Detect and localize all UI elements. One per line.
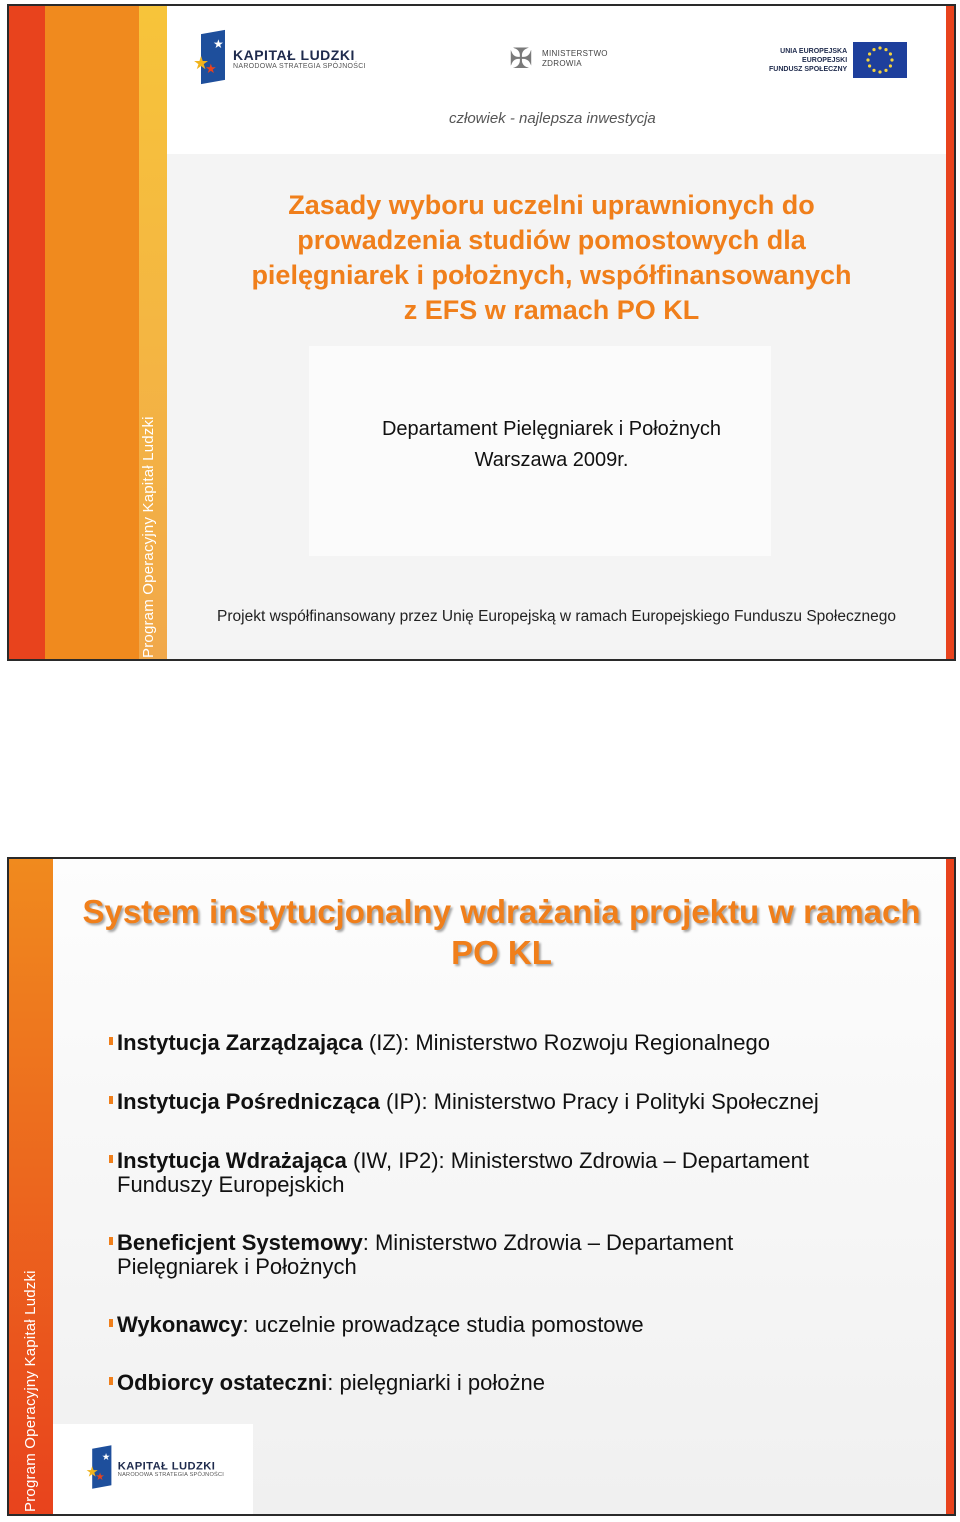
bullet-icon [109, 1037, 113, 1045]
eagle-emblem-icon: ✠ [509, 43, 533, 74]
decorative-right-bar [946, 6, 954, 659]
eu-social-fund-logo [769, 42, 907, 78]
eu-line1: UNIA EUROPEJSKA [780, 47, 848, 55]
item-value: (IW, IP2): Ministerstwo Zdrowia – Departament Funduszy Europejskich [117, 1148, 810, 1197]
kapital-ludzki-mark-icon: ★ ★ ★ [89, 1447, 113, 1489]
slide-title [7, 4, 956, 661]
item-label: Beneficjent Systemowy [117, 1230, 363, 1255]
program-vertical-label: Program Operacyjny Kapitał Ludzki [22, 1270, 39, 1512]
list-item [109, 1031, 929, 1055]
heading-line1: System instytucjonalny wdrażania projektu w ramach [82, 893, 921, 930]
bullet-icon [109, 1237, 113, 1245]
title-line: Zasady wyboru uczelni uprawnionych do [288, 190, 815, 220]
title-line: prowadzenia studiów pomostowych dla [297, 225, 806, 255]
kapital-ludzki-logo [193, 32, 366, 84]
bullet-icon [109, 1096, 113, 1104]
eu-line2: EUROPEJSKI [802, 56, 848, 64]
eu-line3: FUNDUSZ SPOŁECZNY [769, 65, 848, 73]
item-value: (IP): Ministerstwo Pracy i Polityki Społecznej [379, 1089, 819, 1114]
item-value: : uczelnie prowadzące studia pomostowe [242, 1312, 644, 1337]
program-vertical-label: Program Operacyjny Kapitał Ludzki [140, 416, 157, 658]
ministry-line1: MINISTERSTWO [542, 49, 608, 58]
item-value: : Ministerstwo Zdrowia – Departament Pielęgniarek i Położnych [117, 1230, 734, 1279]
item-value: : pielęgniarki i położne [327, 1370, 545, 1395]
cofinancing-footer: Projekt współfinansowany przez Unię Europejską w ramach Europejskiego Funduszu Społecznego [217, 608, 896, 625]
item-label: Instytucja Wdrażająca [117, 1148, 347, 1173]
ministry-line2: ZDROWIA [542, 59, 582, 68]
kapital-ludzki-mark-icon: ★ ★ ★ [197, 32, 227, 84]
list-item [109, 1313, 929, 1337]
bullet-icon [109, 1377, 113, 1385]
item-label: Odbiorcy ostateczni [117, 1370, 328, 1395]
slide-institutional-system [7, 857, 956, 1516]
logo-subtitle: NARODOWA STRATEGIA SPÓJNOŚCI [233, 62, 366, 70]
list-item [109, 1371, 929, 1395]
bullet-icon [109, 1155, 113, 1163]
item-label: Wykonawcy [117, 1312, 243, 1337]
tagline: człowiek - najlepsza inwestycja [449, 110, 656, 127]
decorative-right-bar [946, 859, 954, 1514]
logo-title: KAPITAŁ LUDZKI [233, 46, 355, 63]
decorative-stripe-orange [45, 6, 139, 659]
slide-title-heading [179, 188, 924, 328]
eu-flag-icon [853, 42, 907, 78]
list-item [109, 1149, 907, 1197]
kapital-ludzki-logo [85, 1447, 225, 1489]
item-label: Instytucja Zarządzająca [117, 1030, 363, 1055]
title-line: z EFS w ramach PO KL [403, 295, 700, 325]
slide-heading [59, 891, 944, 973]
item-label: Instytucja Pośrednicząca [117, 1089, 380, 1114]
logo-subtitle: NARODOWA STRATEGIA SPÓJNOŚCI [117, 1471, 225, 1477]
department-info [179, 414, 924, 476]
item-value: (IZ): Ministerstwo Rozwoju Regionalnego [362, 1030, 770, 1055]
place-date: Warszawa 2009r. [474, 449, 629, 471]
ministry-of-health-logo [506, 42, 608, 76]
institution-list [109, 1029, 929, 1395]
list-item [109, 1231, 827, 1279]
department-name: Departament Pielęgniarek i Położnych [381, 418, 722, 440]
list-item [109, 1090, 929, 1114]
logo-title: KAPITAŁ LUDZKI [117, 1458, 216, 1472]
bullet-icon [109, 1319, 113, 1327]
decorative-stripe-red [9, 6, 45, 659]
heading-line2: PO KL [451, 934, 552, 971]
title-line: pielęgniarek i położnych, współfinansowanych [251, 260, 852, 290]
